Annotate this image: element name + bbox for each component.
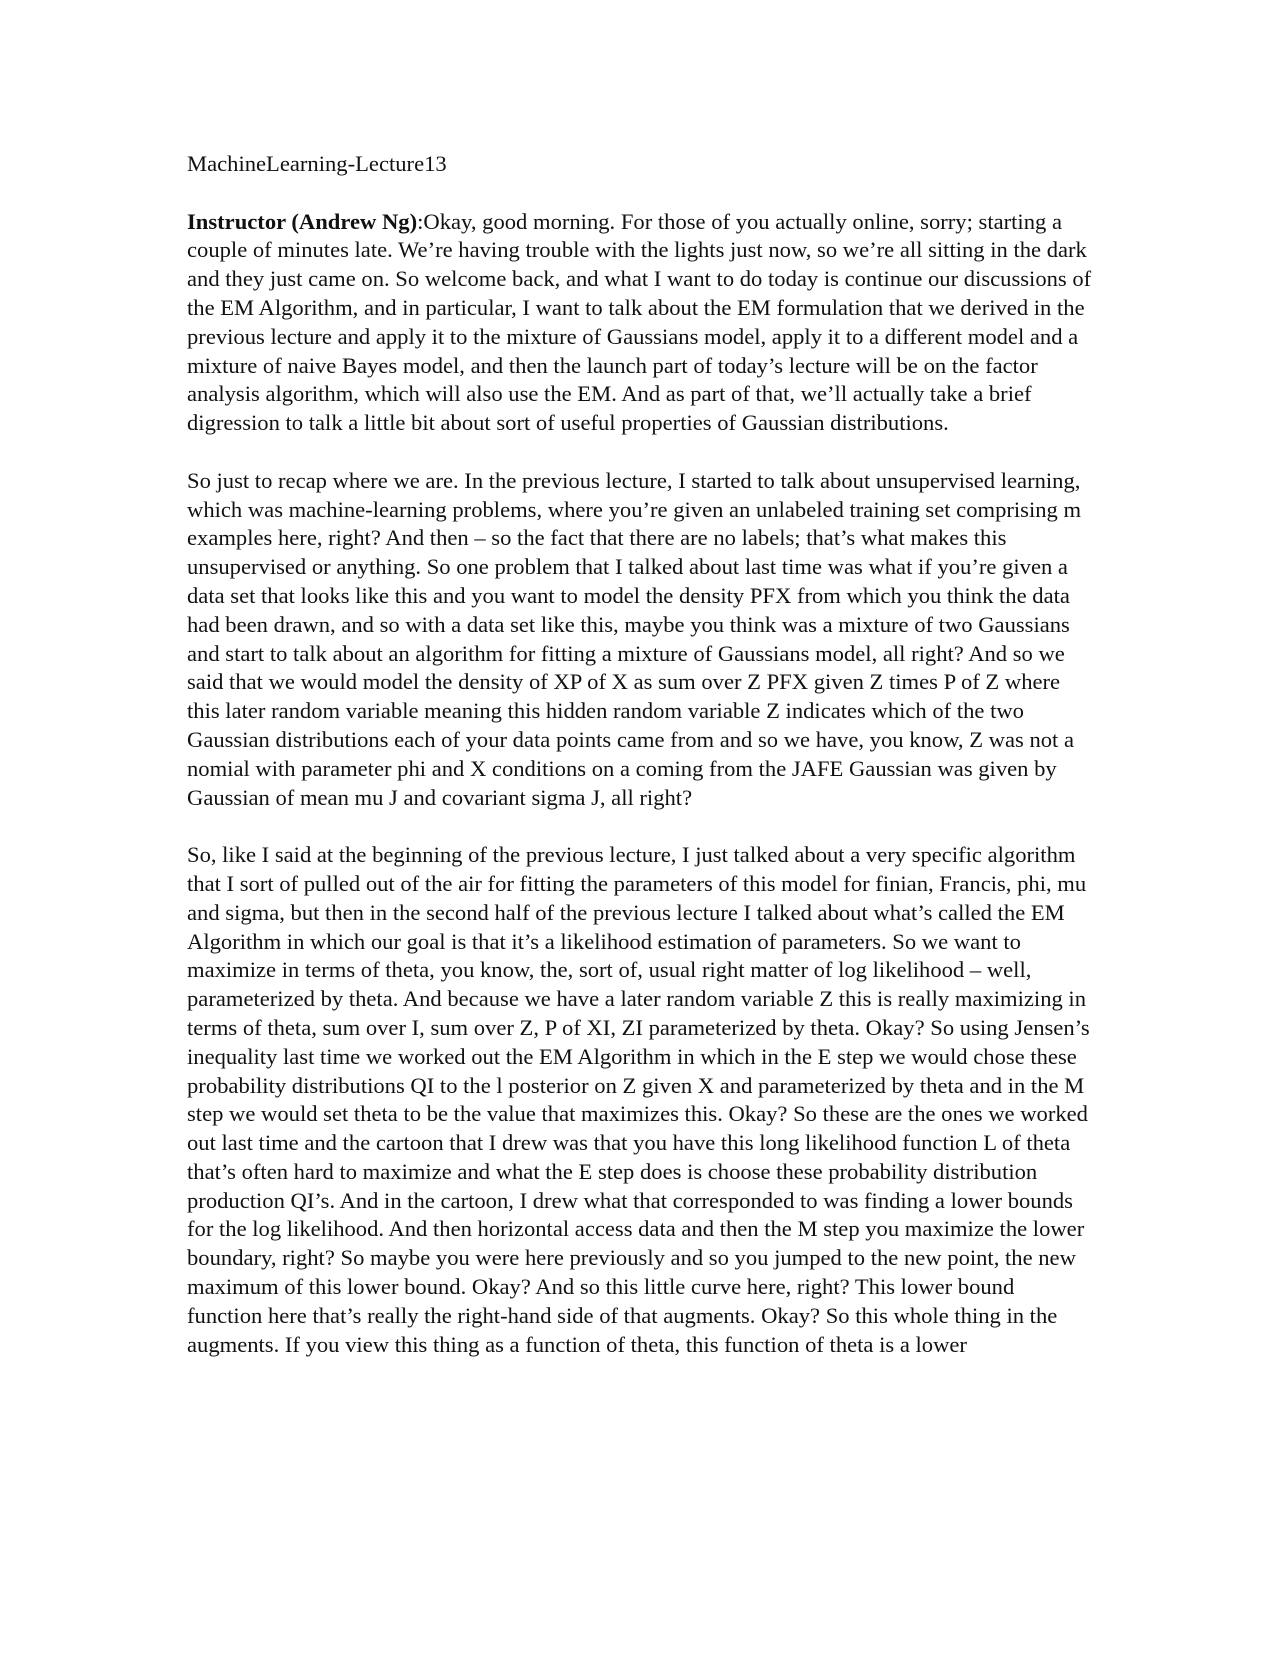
paragraph-1 [187,208,1092,438]
paragraph-1-text: Okay, good morning. For those of you actually online, sorry; starting a couple of minutes late. We’re having trouble with the lights just now, so we’re all sitting in the dark and they just came on. So welcome back, and what I want to do today is continue our discussions of the EM Algorithm, and in particular, I want to talk about the EM formulation that we derived in the previous lecture and apply it to the mixture of Gaussians model, apply it to a different model and a mixture of naive Bayes model, and then the launch part of today’s lecture will be on the factor analysis algorithm, which will also use the EM. And as part of that, we’ll actually take a brief digression to talk a little bit about sort of useful properties of Gaussian distributions. [187,208,1092,436]
speaker-name: Instructor (Andrew Ng) [187,208,418,234]
paragraph-3: So, like I said at the beginning of the previous lecture, I just talked about a very specific algorithm that I sort of pulled out of the air for fitting the parameters of this model for finian, Francis, phi, mu and sigma, but then in the second half of the previous lecture I talked about what’s called the EM Algorithm in which our goal is that it’s a likelihood estimation of parameters. So we want to maximize in terms of theta, you know, the, sort of, usual right matter of log likelihood – well, parameterized by theta. And because we have a later random variable Z this is really maximizing in terms of theta, sum over I, sum over Z, P of XI, ZI parameterized by theta. Okay? So using Jensen’s inequality last time we worked out the EM Algorithm in which in the E step we would chose these probability distributions QI to the l posterior on Z given X and parameterized by theta and in the M step we would set theta to be the value that maximizes this. Okay? So these are the ones we worked out last time and the cartoon that I drew was that you have this long likelihood function L of theta that’s often hard to maximize and what the E step does is choose these probability distribution production QI’s. And in the cartoon, I drew what that corresponded to was finding a lower bounds for the log likelihood. And then horizontal access data and then the M step you maximize the lower boundary, right? So maybe you were here previously and so you jumped to the new point, the new maximum of this lower bound. Okay? And so this little curve here, right? This lower bound function here that’s really the right-hand side of that augments. Okay? So this whole thing in the augments. If you view this thing as a function of theta, this function of theta is a lower [187,842,1090,1357]
speaker-separator: : [417,208,424,234]
document-body [187,150,1092,1359]
paragraph-2: So just to recap where we are. In the previous lecture, I started to talk about unsupervised learning, which was machine-learning problems, where you’re given an unlabeled training set comprising m examples here, right? And then – so the fact that there are no labels; that’s what makes this unsupervised or anything. So one problem that I talked about last time was what if you’re given a data set that looks like this and you want to model the density PFX from which you think the data had been drawn, and so with a data set like this, maybe you think was a mixture of two Gaussians and start to talk about an algorithm for fitting a mixture of Gaussians model, all right? And so we said that we would model the density of XP of X as sum over Z PFX given Z times P of Z where this later random variable meaning this hidden random variable Z indicates which of the two Gaussian distributions each of your data points came from and so we have, you know, Z was not a nomial with parameter phi and X conditions on a coming from the JAFE Gaussian was given by Gaussian of mean mu J and covariant sigma J, all right? [187,467,1082,810]
document-title: MachineLearning-Lecture13 [187,151,447,176]
